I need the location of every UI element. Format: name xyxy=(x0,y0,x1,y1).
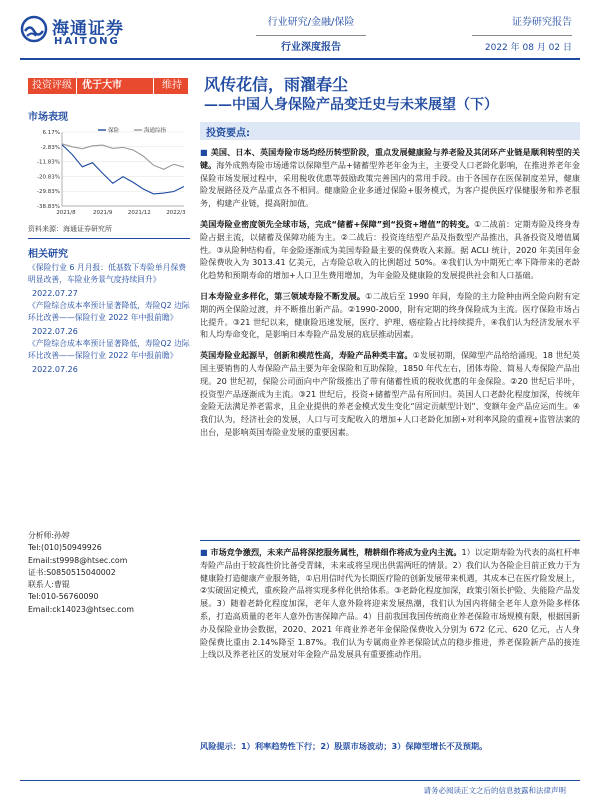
chart-series-line-index xyxy=(62,144,184,170)
chart-y-tick-label: -11.83% xyxy=(37,159,60,166)
related-research-link[interactable]: 《保险行业 6 月月报：低基数下寿险单月保费明显改善，车险业务景气度持续回升》 xyxy=(28,263,187,284)
paragraph-body: 海外成熟寿险市场通常以保障型产品+储蓄型养老年金为主，主要受人口老龄化影响，在推进养老年金保险市场发展过程中，采用税收优惠等鼓励政策完善国内的常用手段。由于各国存在医保制度差异，健康险发展路径及产品重点各不相同。健康险企业多通过保险+服务模式，为客户提供医疗保健服务和养老服务，构建产业链，提高附加值。 xyxy=(200,159,580,209)
paragraph-lead: 美国寿险业密度领先全球市场，完成“储蓄+保障”到“投资+增值”的转变。 xyxy=(200,218,475,229)
rating-value: 优于大市 xyxy=(82,80,122,91)
analyst-name: 分析师:孙婷 xyxy=(28,531,70,540)
main-content-outlook xyxy=(200,546,580,669)
paragraph-uk xyxy=(200,349,580,439)
chart-legend-label: 海通综指 xyxy=(144,128,167,134)
paragraph-body: ①发展初期，保障型产品给给涌现。18 世纪英国主要销售的人寿保险产品主要为年金保险和互助保险，1850 年代左右，团体寿险、简易人寿保险产品出现。20 世纪初，保险公司面向中产阶级推出了带有储蓄性质的税收优惠的年金保险。②20 世纪后半叶，投资型产品逐渐成为主流。③21 世纪后，投资+储蓄型产品有所回归。英国人口老龄化程度加深，传统年金险无法满足养老需求，且企业提供的养老金模式发生变化“固定贡献型计划”、变额年金产品应运而生。④我们认为，经济社会的发展，人口与可支配收入的增加+人口老龄化加剧+对利率风险的重视+监管法案的出台，是影响英国寿险业发展的重要因素。 xyxy=(200,350,580,437)
related-research-date: 2022.07.27 xyxy=(32,289,78,298)
report-subtitle: ——中国人身保险产品变迁史与未来展望（下） xyxy=(204,97,498,113)
bullet-icon: ■ xyxy=(200,547,211,557)
related-research-link[interactable]: 《产险综合成本率预计显著降低，寿险Q2 边际环比改善——保险行业 2022 年中报前瞻》 xyxy=(28,339,190,360)
report-category: 行业研究/金融/保险 xyxy=(256,16,366,36)
paragraph-usa xyxy=(200,218,580,282)
market-performance-title: 市场表现 xyxy=(28,112,68,123)
header-divider xyxy=(20,58,580,60)
contact-name: 联系人:曹锟 xyxy=(28,580,70,590)
related-research-item[interactable] xyxy=(28,338,190,376)
rating-status: 维持 xyxy=(153,78,188,94)
chart-y-tick-label: -20.83% xyxy=(37,174,60,181)
chart-y-tick-label: -2.83% xyxy=(40,144,60,151)
paragraph-lead: 市场竞争激烈，未来产品将深挖服务属性，精耕细作将成为业内主流。 xyxy=(210,547,462,557)
chart-x-tick-label: 2021/8 xyxy=(56,210,76,216)
contact-tel: Tel:010-56760090 xyxy=(28,592,99,602)
haitong-emblem-icon xyxy=(20,14,48,44)
sidebar-divider xyxy=(28,238,190,239)
paragraph-overview xyxy=(200,146,580,210)
related-research-list xyxy=(28,262,190,376)
logo-english-name: HAITONG xyxy=(54,36,120,47)
section-divider xyxy=(200,540,580,541)
footer-disclaimer[interactable]: 请务必阅读正文之后的信息披露和法律声明 xyxy=(423,786,566,795)
paragraph-lead: 美国、日本、英国寿险市场均经历转型阶段，重点发展健康险与养老险及其闭环产业链是顺利转型的关键。 xyxy=(200,147,580,170)
report-title: 风传花信，雨濯春尘 xyxy=(204,75,349,94)
analyst-tel: Tel:(010)50949926 xyxy=(28,543,102,553)
paragraph-lead: 英国寿险业起源早，创新和模范性高，寿险产品种类丰富。 xyxy=(200,350,413,361)
paragraph-lead: 日本寿险业多样化，第三领域寿险不断发展。 xyxy=(200,290,366,301)
chart-y-tick-label: -29.83% xyxy=(37,189,60,196)
chart-source-note: 资料来源：海通证券研究所 xyxy=(28,225,112,233)
report-meta-block xyxy=(472,16,572,55)
chart-x-tick-label: 2021/9 xyxy=(92,210,113,216)
investment-highlights-title: 投资要点: xyxy=(206,128,250,139)
main-content xyxy=(200,146,580,447)
related-research-date: 2022.07.26 xyxy=(32,365,78,374)
logo-chinese-name: 海通证券 xyxy=(52,19,124,39)
report-date: 2022 年 08 月 02 日 xyxy=(484,43,572,53)
paragraph-body: ①二战前：定期寿险及终身寿险占据主流，以储蓄及保障功能为主。②二战后：投资连结型产品及指数型产品推出，具备投资及增值属性。③从险种结构看，年金险逐渐成为美国寿险最主要的保费收入来源。据 ACLI 统计，2020 年美国年金险保费收入为 3013.41 亿美元，占寿险总收入的比例超过 50%。④我们认为中期死亡率下降带来的老龄化趋势和预期寿命的增加+人口卫生费用增加，为年金险及健康险的发展提供社会和人口基础。 xyxy=(200,218,581,281)
risk-warning xyxy=(200,741,487,752)
related-research-item[interactable] xyxy=(28,300,190,338)
risk-text: 1）利率趋势性下行；2）股票市场波动；3）保障型增长不及预期。 xyxy=(240,741,488,751)
chart-y-tick-label: 6.17% xyxy=(42,130,60,136)
investment-highlights-bar xyxy=(200,122,580,140)
footer-divider xyxy=(20,780,580,781)
paragraph-outlook xyxy=(200,546,580,661)
related-research-title: 相关研究 xyxy=(28,249,68,260)
analyst-certificate: 证书:S0850515040002 xyxy=(28,567,116,577)
chart-x-tick-label: 2021/12 xyxy=(127,210,151,216)
risk-label: 风险提示： xyxy=(200,741,241,751)
company-logo xyxy=(20,12,130,52)
report-category-block xyxy=(256,16,366,55)
rating-label: 投资评级 xyxy=(28,78,77,94)
research-report-label: 证券研究报告 xyxy=(472,16,572,36)
contact-email[interactable]: Email:ck14023@htsec.com xyxy=(28,604,134,614)
chart-series-line-insurance xyxy=(62,145,184,194)
investment-rating-bar xyxy=(28,78,188,94)
related-research-link[interactable]: 《产险综合成本率预计显著降低，寿险Q2 边际环比改善——保险行业 2022 年中报前瞻》 xyxy=(28,301,190,322)
related-research-date: 2022.07.26 xyxy=(32,327,78,336)
analyst-email[interactable]: Email:st9998@htsec.com xyxy=(28,555,128,565)
bullet-icon: ■ xyxy=(200,147,211,157)
market-performance-chart xyxy=(28,126,190,218)
chart-legend-label: 保险 xyxy=(108,128,120,134)
report-header xyxy=(0,0,600,60)
analyst-contacts xyxy=(28,530,190,616)
related-research-item[interactable] xyxy=(28,262,190,300)
chart-x-tick-label: 2022/3 xyxy=(166,210,186,216)
paragraph-body: ①二战后至 1990 年间，寿险的主力险种由两全险向附有定期的两全保险过渡，并不断推出新产品。②1990-2000，附有定期的终身保险成为主流。医疗保险市场占比提升。③21 世纪以来，健康险迅速发展，医疗、护理、癌症险占比持续提升，④我们认为经济发展水平和人均寿命变化，是影响日本寿险产品发展的底层推动因素。 xyxy=(200,290,580,340)
paragraph-japan xyxy=(200,290,580,341)
report-type: 行业深度报告 xyxy=(281,42,341,53)
chart-y-tick-label: -38.83% xyxy=(37,204,60,210)
paragraph-body: 1）以定期寿险为代表的高杠杆率寿险产品由于较高性价比备受青睐，未来或将呈现出供需两旺的情景。2）我们认为各险企目前正致力于为健康险打造健康产业服务链，①启用信时代为长期医疗险的创新发展带来机遇，其成本已在医疗险发展上，②实破固定模式，重疾险产品将实现多样化供给体系。③老龄化程度加深，政策引领长护险、失能险产品发展。3）随着老龄化程度加深，老年人意外险将迎来发展热潮，我们认为国内将储全老年人意外险多样体系，打造高质量的老年人意外伤害保障产品。4）目前我国我国传统商业养老保险市场规模有限，根据国新办及保险业协会数据，2020、2021 年商业养老年金保险保费收入分别为 672 亿元、620 亿元，占人身险保费比重由 2.14%降至 1.87%。我们认为专属商业养老保险试点的稳步推进，养老保险新产品的接连上线以及养老社区的发展对年金险产品发展具有重要推动作用。 xyxy=(200,547,581,660)
